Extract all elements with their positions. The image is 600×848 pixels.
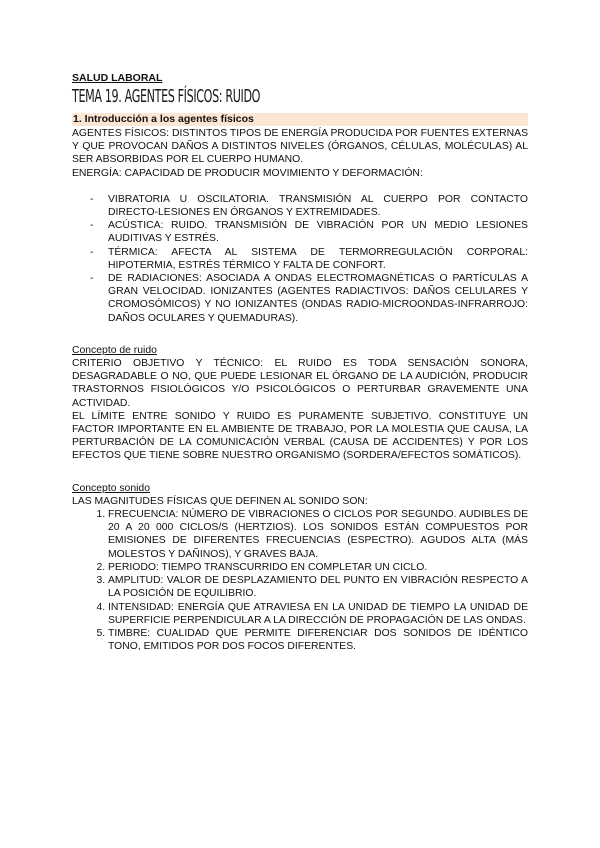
page-title: TEMA 19. AGENTES FÍSICOS: RUIDO (72, 86, 261, 107)
list-item: 4. INTENSIDAD: ENERGÍA QUE ATRAVIESA EN LA UNIDAD DE TIEMPO LA UNIDAD DE SUPERFICIE PERPENDICULAR A LA DIRECCIÓN DE PROPAGACIÓN DE LAS ONDAS. (108, 601, 528, 627)
paragraph-magnitudes: LAS MAGNITUDES FÍSICAS QUE DEFINEN AL SONIDO SON: (72, 495, 368, 507)
page-content (72, 72, 528, 653)
list-item: - ACÚSTICA: RUIDO. TRANSMISIÓN DE VIBRACIÓN POR UN MEDIO LESIONES AUDITIVAS Y ESTRÉS. (108, 219, 528, 245)
paragraph-limite: EL LÍMITE ENTRE SONIDO Y RUIDO ES PURAMENTE SUBJETIVO. CONSTITUYE UN FACTOR IMPORTANTE EN EL AMBIENTE DE TRABAJO, POR LA MOLESTIA QUE CAUSA, LA PERTURBACIÓN DE LA COMUNICACIÓN VERBAL (CAUSA DE ACCIDENTES) Y POR LOS EFECTOS QUE TIENE SOBRE NUESTRO ORGANISMO (SORDERA/EFECTOS SOMÁTICOS). (72, 410, 528, 462)
list-item: 2. PERIODO: TIEMPO TRANSCURRIDO EN COMPLETAR UN CICLO. (108, 561, 528, 574)
list-item: - DE RADIACIONES: ASOCIADA A ONDAS ELECTROMAGNÉTICAS O PARTÍCULAS A GRAN VELOCIDAD. IONIZANTES (AGENTES RADIACTIVOS: DAÑOS CELULARES Y CROMOSÓMICOS) Y NO IONIZANTES (ONDAS RADIO-MICROONDAS-INFRARROJO: DAÑOS OCULARES Y QUEMADURAS). (108, 272, 528, 325)
list-item: - TÉRMICA: AFECTA AL SISTEMA DE TERMORREGULACIÓN CORPORAL: HIPOTERMIA, ESTRÉS TÉRMICO Y FALTA DE CONFORT. (108, 246, 528, 272)
energy-types-list (72, 193, 528, 325)
list-item: - VIBRATORIA U OSCILATORIA. TRANSMISIÓN AL CUERPO POR CONTACTO DIRECTO-LESIONES EN ÓRGANOS Y EXTREMIDADES. (108, 193, 528, 219)
paragraph-energia: ENERGÍA: CAPACIDAD DE PRODUCIR MOVIMIENTO Y DEFORMACIÓN: (72, 167, 423, 179)
spacer (72, 463, 528, 476)
list-item: 3. AMPLITUD: VALOR DE DESPLAZAMIENTO DEL PUNTO EN VIBRACIÓN RESPECTO A LA POSICIÓN DE EQUILIBRIO. (108, 574, 528, 600)
paragraph-criterio: CRITERIO OBJETIVO Y TÉCNICO: EL RUIDO ES TODA SENSACIÓN SONORA, DESAGRADABLE O NO, QUE PUEDE LESIONAR EL ÓRGANO DE LA AUDICIÓN, PRODUCIR TRASTORNOS FISIOLÓGICOS Y/O PSICOLÓGICOS O PERTURBAR GRAVEMENTE UNA ACTIVIDAD. (72, 358, 528, 409)
sound-magnitudes-list (72, 508, 528, 653)
subject-label: SALUD LABORAL (72, 72, 163, 84)
paragraph-agentes-fisicos: AGENTES FÍSICOS: DISTINTOS TIPOS DE ENERGÍA PRODUCIDA POR FUENTES EXTERNAS Y QUE PROVOCAN DAÑOS A DISTINTOS NIVELES (ÓRGANOS, CÉLULAS, MOLÉCULAS) AL SER ABSORBIDAS POR EL CUERPO HUMANO. (72, 128, 528, 166)
spacer (72, 180, 528, 193)
list-item: 1. FRECUENCIA: NÚMERO DE VIBRACIONES O CICLOS POR SEGUNDO. AUDIBLES DE 20 A 20 000 CICLOS/S (HERTZIOS). LOS SONIDOS ESTÁN COMPUESTOS POR EMISIONES DE DIFERENTES FRECUENCIAS (ESPECTRO). AGUDOS ALTA (MÁS MOLESTOS Y DAÑINOS), Y GRAVES BAJA. (108, 508, 528, 561)
subheading-concepto-sonido: Concepto sonido (72, 482, 150, 494)
section-heading-introduccion: 1. Introducción a los agentes físicos (72, 113, 528, 126)
subheading-concepto-ruido: Concepto de ruido (72, 344, 157, 356)
spacer (72, 325, 528, 338)
list-item: 5. TIMBRE: CUALIDAD QUE PERMITE DIFERENCIAR DOS SONIDOS DE IDÉNTICO TONO, EMITIDOS POR DOS FOCOS DIFERENTES. (108, 627, 528, 653)
